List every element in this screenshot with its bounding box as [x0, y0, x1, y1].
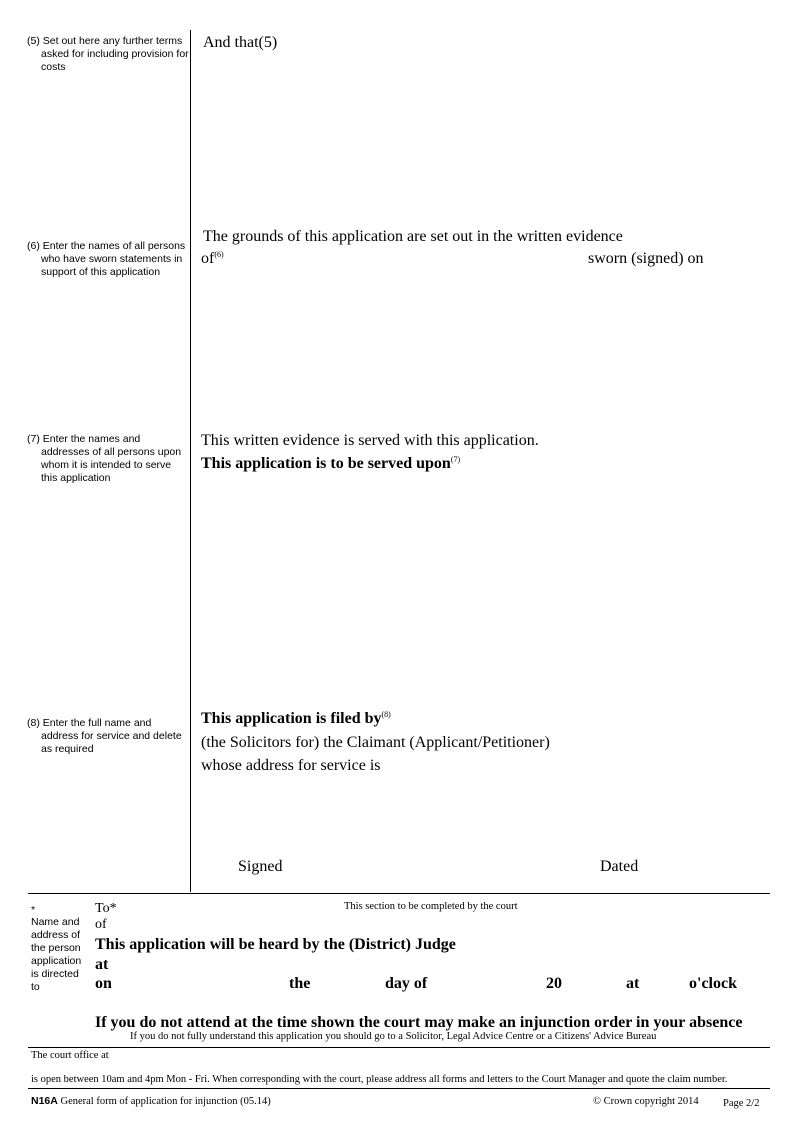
- absence-warning: If you do not attend at the time shown the court may make an injunction order in your absence: [95, 1014, 743, 1031]
- page-number: Page 2/2: [723, 1098, 760, 1109]
- hearing-oclock-label: o'clock: [689, 975, 737, 992]
- note-6-number: (6): [27, 240, 40, 252]
- grounds-ref: (6): [214, 250, 224, 259]
- court-office-field[interactable]: The court office at: [31, 1050, 109, 1061]
- dated-field[interactable]: Dated: [600, 858, 639, 875]
- footer-rule: [28, 1088, 770, 1089]
- note-8: [27, 717, 189, 756]
- advice-note: If you do not fully understand this application you should go to a Solicitor, Legal Advice Centre or a Citizens' Advice Bureau: [130, 1031, 657, 1042]
- form-code: N16A: [31, 1095, 58, 1107]
- note-5-number: (5): [27, 35, 40, 47]
- note-5: [27, 35, 189, 74]
- heard-by-text: This application will be heard by the (District) Judge: [95, 936, 456, 953]
- note-6-text: Enter the names of all persons who have sworn statements in support of this application: [41, 240, 186, 278]
- column-divider: [190, 30, 191, 892]
- and-that-line[interactable]: [203, 33, 277, 53]
- served-upon-label: This application is to be served upon: [201, 455, 451, 472]
- filed-by-field[interactable]: [201, 709, 391, 729]
- court-side-note: Name and address of the person application is directed to: [31, 916, 82, 993]
- filed-by-ref: (8): [381, 710, 391, 719]
- served-with-text: This written evidence is served with this application.: [201, 432, 539, 449]
- note-8-number: (8): [27, 717, 40, 729]
- grounds-line: The grounds of this application are set out in the written evidence: [203, 228, 623, 245]
- served-upon-field[interactable]: [201, 454, 460, 474]
- and-that-ref: (5): [258, 34, 278, 51]
- note-8-text: Enter the full name and address for service and delete as required: [41, 717, 182, 755]
- hearing-at-field[interactable]: at: [95, 956, 109, 973]
- address-for-service-field[interactable]: whose address for service is: [201, 757, 381, 774]
- grounds-of-field[interactable]: [201, 249, 224, 269]
- form-id: [31, 1095, 271, 1108]
- office-top-rule: [28, 1047, 770, 1048]
- hearing-the-field[interactable]: the: [289, 975, 311, 992]
- of-field[interactable]: of: [95, 917, 107, 932]
- sworn-on-field[interactable]: sworn (signed) on: [588, 250, 704, 267]
- filed-by-label: This application is filed by: [201, 710, 382, 727]
- note-7-number: (7): [27, 433, 40, 445]
- to-field[interactable]: To*: [95, 901, 117, 916]
- hearing-day-of-field[interactable]: day of: [385, 975, 428, 992]
- note-7: [27, 433, 189, 485]
- signed-field[interactable]: Signed: [238, 858, 283, 875]
- note-7-text: Enter the names and addresses of all persons upon whom it is intended to serve this application: [41, 433, 182, 484]
- note-6: [27, 240, 189, 279]
- court-section-note: This section to be completed by the court: [344, 901, 518, 912]
- hearing-time-at-field[interactable]: at: [626, 975, 640, 992]
- served-upon-ref: (7): [450, 455, 461, 464]
- grounds-of-label: of: [201, 250, 215, 267]
- copyright-text: © Crown copyright 2014: [593, 1096, 699, 1107]
- solicitors-for-text[interactable]: (the Solicitors for) the Claimant (Applicant/Petitioner): [201, 734, 550, 751]
- form-title: General form of application for injunction (05.14): [60, 1096, 271, 1107]
- court-section-top-rule: [28, 893, 770, 894]
- and-that-text: And that: [203, 34, 259, 51]
- note-5-text: Set out here any further terms asked for including provision for costs: [41, 35, 189, 73]
- hearing-year-field[interactable]: 20: [546, 975, 562, 992]
- hearing-on-field[interactable]: on: [95, 975, 112, 992]
- star-marker: *: [31, 904, 36, 916]
- office-hours-text: is open between 10am and 4pm Mon - Fri. When corresponding with the court, please address all forms and letters to the Court Manager and quote the claim number.: [31, 1074, 728, 1085]
